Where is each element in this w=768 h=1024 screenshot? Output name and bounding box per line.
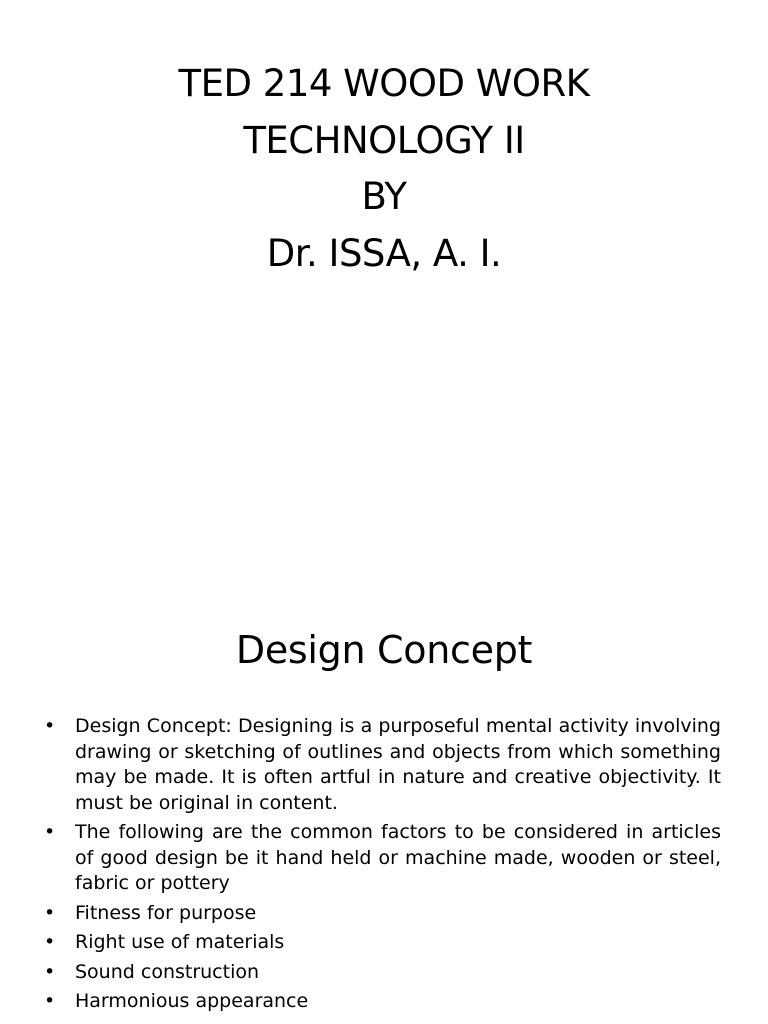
content-slide xyxy=(0,600,768,1024)
bullet-item xyxy=(44,714,721,816)
bullet-text: Fitness for purpose xyxy=(75,901,257,924)
bullet-icon: • xyxy=(44,931,56,953)
bullet-item xyxy=(44,930,721,956)
bullet-icon: • xyxy=(44,715,56,737)
slide-title-block xyxy=(0,56,768,282)
bullet-text: Sound construction xyxy=(75,960,260,983)
course-title-line-1: TED 214 WOOD WORK xyxy=(178,62,590,105)
bullet-icon: • xyxy=(44,960,56,983)
bullet-icon: • xyxy=(44,821,56,843)
author-name: Dr. ISSA, A. I. xyxy=(266,231,502,275)
by-line: BY xyxy=(361,175,407,218)
bullet-item xyxy=(44,901,721,927)
bullet-item xyxy=(44,820,721,897)
bullet-icon: • xyxy=(44,901,56,924)
bullet-text: The following are the common factors to be considered in articles of good design be it hand held or machine made, wooden or steel, fabric or pottery xyxy=(75,821,721,894)
bullet-icon: • xyxy=(44,990,56,1012)
slide-heading: Design Concept xyxy=(235,628,533,672)
bullet-item xyxy=(44,989,721,1015)
bullet-list xyxy=(44,714,721,1019)
bullet-item xyxy=(44,960,721,986)
bullet-text: Harmonious appearance xyxy=(75,990,309,1012)
bullet-text: Design Concept: Designing is a purposeful mental activity involving drawing or sketching of outlines and objects from which something may be made. It is often artful in nature and creative objectivity. It must be original in content. xyxy=(75,715,721,814)
course-title-line-2: TECHNOLOGY II xyxy=(243,118,525,162)
bullet-text: Right use of materials xyxy=(75,931,285,953)
